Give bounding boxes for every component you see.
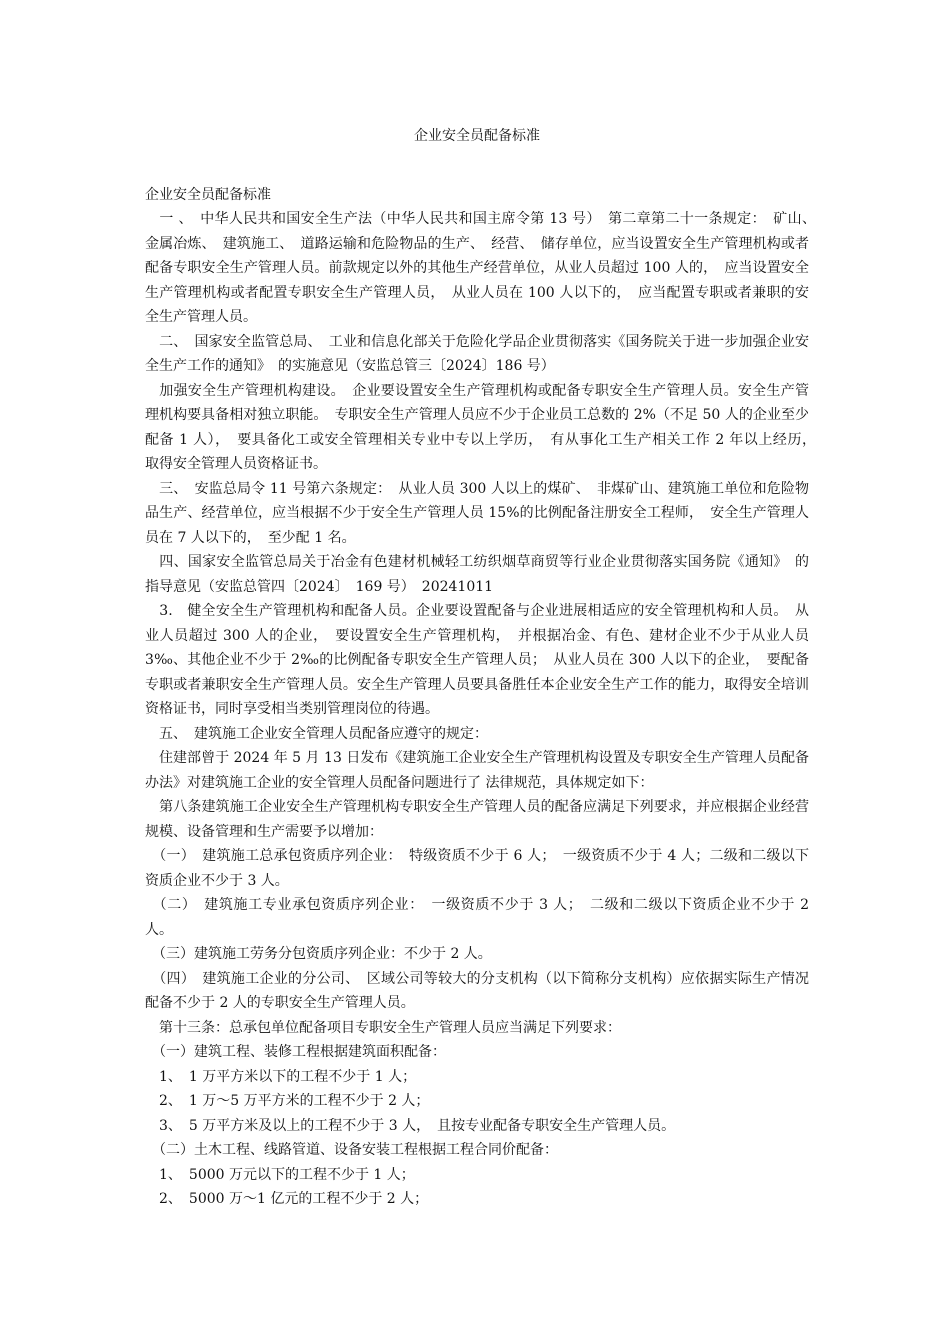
document-paragraph: 3. 健全安全生产管理机构和配备人员。企业要设置配备与企业进展相适应的安全管理机构和人员。 从业人员超过 300 人的企业， 要设置安全生产管理机构， 并根据冶金、有色、建材企业不少于从业人员 3‰、其他企业不少于 2‰的比例配备专职安全生产管理人员； 从业人员在 300 人以下的企业， 要配备专职或者兼职安全生产管理人员。安全生产管理人员要具备胜任本企业安全生产工作的能力，取得安全培训资格证书，同时享受相当类别管理岗位的待遇。 [145,603,809,717]
document-paragraph: （三）建筑施工劳务分包资质序列企业：不少于 2 人。 [145,946,492,962]
document-paragraph: 2、 1 万～5 万平方米的工程不少于 2 人； [145,1093,430,1109]
document-paragraph: （一） 建筑施工总承包资质序列企业： 特级资质不少于 6 人； 一级资质不少于 4 人；二级和二级以下资质企业不少于 3 人。 [145,848,809,889]
document-paragraph: 住建部曾于 2024 年 5 月 13 日发布《建筑施工企业安全生产管理机构设置及专职安全生产管理人员配备办法》对建筑施工企业的安全管理人员配备问题进行了 法律规范，具体规定如下： [145,750,809,791]
document-paragraph: 四、国家安全监管总局关于冶金有色建材机械轻工纺织烟草商贸等行业企业贯彻落实国务院《通知》 的指导意见（安监总管四〔2024〕 169 号） 20241011 [145,554,809,595]
document-paragraph: 1、 1 万平方米以下的工程不少于 1 人； [145,1068,417,1085]
document-paragraph: （二）土木工程、线路管道、设备安装工程根据工程合同价配备： [145,1142,558,1158]
document-title: 企业安全员配备标准 [414,128,540,144]
document-paragraph: 二、 国家安全监管总局、 工业和信息化部关于危险化学品企业贯彻落实《国务院关于进一步加强企业安全生产工作的通知》 的实施意见（安监总管三〔2024〕186 号） [145,333,809,374]
document-body [145,183,823,1212]
document-paragraph: 一 、 中华人民共和国安全生产法（中华人民共和国主席令第 13 号） 第二章第二十一条规定： 矿山、 金属冶炼、 建筑施工、 道路运输和危险物品的生产、 经营、 储存单位，应当设置安全生产管理机构或者配备专职安全生产管理人员。前款规定以外的其他生产经营单位，从业人员超过 100 人的， 应当设置安全生产管理机构或者配置专职安全生产管理人员， 从业人员在 100 人以下的， 应当配置专职或者兼职的安全生产管理人员。 [145,211,823,325]
document-paragraph: （一）建筑工程、装修工程根据建筑面积配备： [145,1044,446,1060]
document-paragraph: 2、 5000 万～1 亿元的工程不少于 2 人； [145,1191,429,1207]
document-paragraph: 五、 建筑施工企业安全管理人员配备应遵守的规定： [145,725,488,742]
document-paragraph: 三、 安监总局令 11 号第六条规定： 从业人员 300 人以上的煤矿、 非煤矿山、建筑施工单位和危险物品生产、经营单位，应当根据不少于安全生产管理人员 15%的比例配备注册安全工程师， 安全生产管理人员在 7 人以下的， 至少配 1 名。 [145,480,809,546]
document-paragraph: 第十三条：总承包单位配备项目专职安全生产管理人员应当满足下列要求： [145,1019,621,1036]
document-paragraph: 企业安全员配备标准 [145,186,271,203]
document-paragraph: 3、 5 万平方米及以上的工程不少于 3 人， 且按专业配备专职安全生产管理人员。 [145,1117,676,1134]
document-paragraph: （四） 建筑施工企业的分公司、 区域公司等较大的分支机构（以下简称分支机构）应依据实际生产情况配备不少于 2 人的专职安全生产管理人员。 [145,970,809,1011]
document-paragraph: （二） 建筑施工专业承包资质序列企业： 一级资质不少于 3 人； 二级和二级以下资质企业不少于 2 人。 [145,897,809,938]
document-paragraph: 第八条建筑施工企业安全生产管理机构专职安全生产管理人员的配备应满足下列要求，并应根据企业经营规模、设备管理和生产需要予以增加： [145,799,809,840]
document-paragraph: 1、 5000 万元以下的工程不少于 1 人； [145,1166,415,1183]
document-paragraph: 加强安全生产管理机构建设。 企业要设置安全生产管理机构或配备专职安全生产管理人员。安全生产管理机构要具备相对独立职能。 专职安全生产管理人员应不少于企业员工总数的 2%（不足 50 人的企业至少配备 1 人）， 要具备化工或安全管理相关专业中专以上学历， 有从事化工生产相关工作 2 年以上经历， 取得安全管理人员资格证书。 [145,382,823,472]
document-page [145,124,823,1212]
